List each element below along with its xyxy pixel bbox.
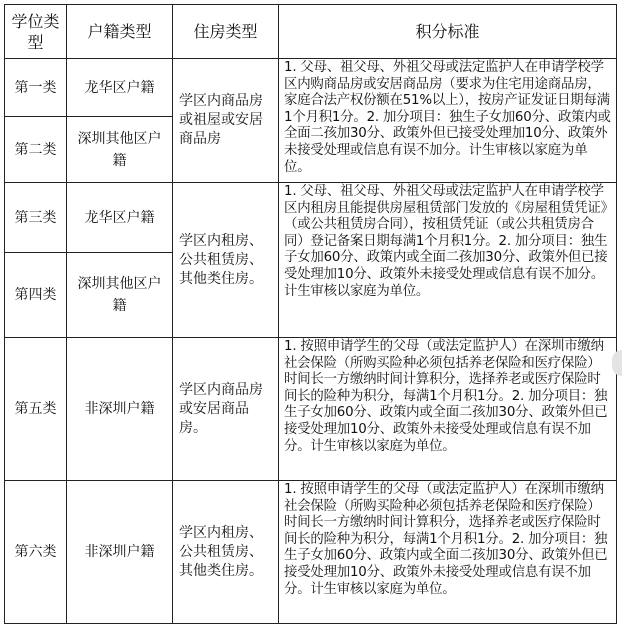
hukou-cell: 龙华区户籍 <box>67 183 173 253</box>
score-standard-cell: 1. 按照申请学生的父母（或法定监护人）在深圳市缴纳社会保险（所购买险种必须包括养老保险和医疗保险）时间长一方缴纳时间计算积分，选择养老或医疗保险时间长的险种为积分，每满1个月积1分。2. 加分项目：独生子女加60分、政策内或全面二孩加30分、政策外但已接受处理加10分、政策外未接受处理或信息有误不加分。计生审核以家庭为单位。 <box>279 338 617 481</box>
table-row <box>5 59 617 117</box>
points-standard-table-wrapper <box>4 4 617 624</box>
header-score: 积分标准 <box>279 5 617 59</box>
category-cell: 第五类 <box>5 338 67 481</box>
side-scroll-handle[interactable] <box>612 350 622 376</box>
housing-cell: 学区内商品房或安居商品房。 <box>173 338 279 481</box>
score-standard-cell: 1. 按照申请学生的父母（或法定监护人）在深圳市缴纳社会保险（所购买险种必须包括养老保险和医疗保险）时间长一方缴纳时间计算积分，选择养老或医疗保险时间长的险种为积分，每满1个月积1分。2. 加分项目：独生子女加60分、政策内或全面二孩加30分、政策外但已接受处理加10分、政策外未接受处理或信息有误不加分。计生审核以家庭为单位。 <box>279 481 617 624</box>
category-cell: 第一类 <box>5 59 67 117</box>
table-row <box>5 338 617 481</box>
hukou-cell: 深圳其他区户籍 <box>67 253 173 338</box>
header-hukou: 户籍类型 <box>67 5 173 59</box>
header-housing: 住房类型 <box>173 5 279 59</box>
score-standard-cell: 1. 父母、祖父母、外祖父母或法定监护人在申请学校学区内购商品房或安居商品房（要求为住宅用途商品房，家庭合法产权份额在51%以上），按房产证发证日期每满1个月积1分。2. 加分项目：独生子女加60分、政策内或全面二孩加30分、政策外但已接受处理加10分、政策外未接受处理或信息有误不加分。计生审核以家庭为单位。 <box>279 59 617 183</box>
category-cell: 第四类 <box>5 253 67 338</box>
housing-cell: 学区内租房、公共租赁房、其他类住房。 <box>173 183 279 338</box>
table-row <box>5 481 617 624</box>
table-header-row <box>5 5 617 59</box>
housing-cell: 学区内商品房或祖屋或安居商品房 <box>173 59 279 183</box>
hukou-cell: 非深圳户籍 <box>67 481 173 624</box>
score-standard-cell: 1. 父母、祖父母、外祖父母或法定监护人在申请学校学区内租房且能提供房屋租赁部门发放的《房屋租赁凭证》（或公共租赁房合同），按租赁凭证（或公共租赁房合同）登记备案日期每满1个月积1分。2. 加分项目：独生子女加60分、政策内或全面二孩加30分、政策外但已接受处理加10分、政策外未接受处理或信息有误不加分。计生审核以家庭为单位。 <box>279 183 617 338</box>
category-cell: 第六类 <box>5 481 67 624</box>
hukou-cell: 非深圳户籍 <box>67 338 173 481</box>
header-category: 学位类型 <box>5 5 67 59</box>
points-standard-table <box>4 4 617 624</box>
hukou-cell: 龙华区户籍 <box>67 59 173 117</box>
table-row <box>5 183 617 253</box>
housing-cell: 学区内租房、公共租赁房、其他类住房。 <box>173 481 279 624</box>
hukou-cell: 深圳其他区户籍 <box>67 117 173 183</box>
category-cell: 第三类 <box>5 183 67 253</box>
category-cell: 第二类 <box>5 117 67 183</box>
